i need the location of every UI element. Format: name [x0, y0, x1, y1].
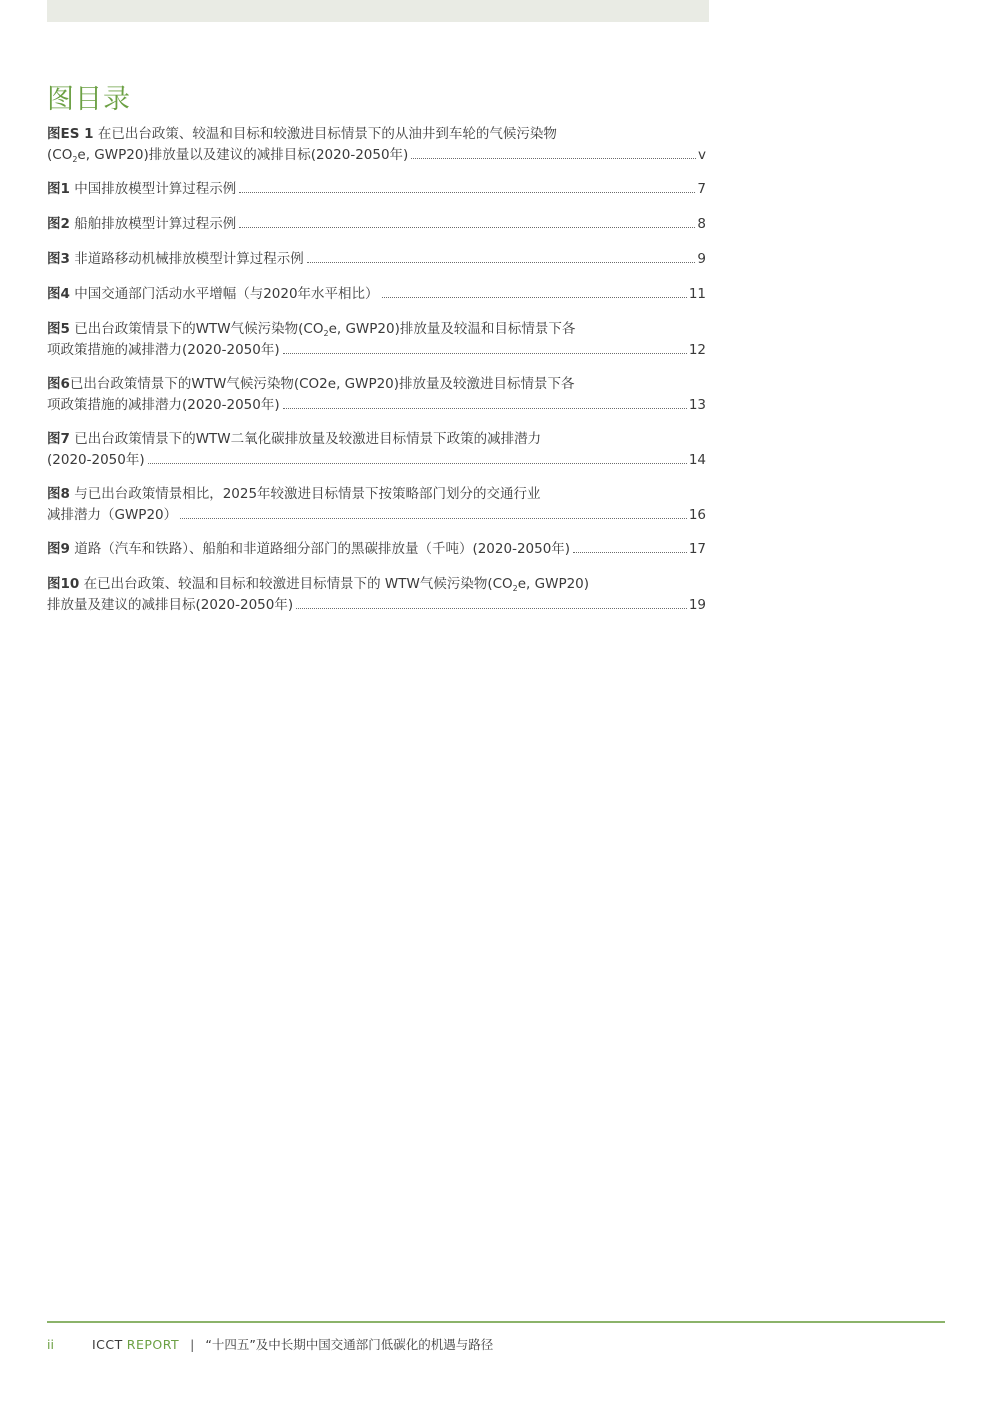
page-number: 16: [688, 507, 706, 523]
dot-leader: [283, 353, 687, 354]
entry-title: 非道路移动机械排放模型计算过程示例: [69, 251, 304, 267]
dot-leader: [382, 297, 687, 298]
dot-leader: [296, 608, 687, 609]
entry-title: 已出台政策情景下的WTW气候污染物(CO2e, GWP20)排放量及较激进目标情景下各: [69, 376, 575, 392]
header-band: [47, 0, 709, 22]
figure-label: 图6: [47, 376, 70, 392]
figure-label: 图1: [47, 181, 70, 197]
page-number: 8: [697, 216, 706, 232]
entry-title: 项政策措施的减排潜力(2020-2050年): [47, 342, 280, 358]
footer-report-title: “十四五”及中长期中国交通部门低碳化的机遇与路径: [205, 1337, 494, 1352]
page-number: 11: [688, 286, 706, 302]
entry-title: e, GWP20): [517, 576, 590, 592]
footer-org: ICCT: [92, 1337, 123, 1352]
page-number: 19: [688, 597, 706, 613]
entry-title: 道路（汽车和铁路）、船舶和非道路细分部门的黑碳排放量（千吨）(2020-2050年): [69, 541, 571, 557]
toc-entry-fig7[interactable]: [47, 429, 706, 471]
page-number: 13: [688, 397, 706, 413]
footer-rule: [47, 1321, 945, 1323]
figure-label: 图8: [47, 486, 70, 502]
dot-leader: [239, 192, 695, 193]
dot-leader: [283, 408, 687, 409]
page-number: 14: [688, 452, 706, 468]
dot-leader: [307, 262, 696, 263]
page-number: v: [698, 147, 706, 163]
figure-label: 图4: [47, 286, 70, 302]
toc-entry-es1[interactable]: [47, 124, 706, 166]
dot-leader: [411, 158, 696, 159]
dot-leader: [573, 552, 687, 553]
footer-report-label: REPORT: [126, 1337, 180, 1352]
entry-title: 与已出台政策情景相比，2025年较激进目标情景下按策略部门划分的交通行业: [69, 486, 541, 502]
entry-title: e, GWP20)排放量以及建议的减排目标(2020-2050年): [77, 147, 409, 163]
dot-leader: [239, 227, 695, 228]
toc-entry-fig3[interactable]: [47, 249, 706, 270]
footer-separator: |: [190, 1337, 195, 1352]
entry-title: 在已出台政策、较温和目标和较激进目标情景下的从油井到车轮的气候污染物: [93, 126, 557, 142]
dot-leader: [180, 518, 687, 519]
figure-label: 图2: [47, 216, 70, 232]
footer-page-number: ii: [47, 1337, 54, 1352]
toc-entry-fig8[interactable]: [47, 484, 706, 526]
entry-title: 排放量及建议的减排目标(2020-2050年): [47, 597, 294, 613]
page-number: 12: [688, 342, 706, 358]
entry-title: 已出台政策情景下的WTW二氧化碳排放量及较激进目标情景下政策的减排潜力: [69, 431, 542, 447]
page-number: 9: [697, 251, 706, 267]
entry-title: 减排潜力（GWP20）: [47, 507, 178, 523]
entry-title: (2020-2050年): [47, 452, 145, 468]
figure-label: 图5: [47, 321, 70, 337]
figure-label: 图10: [47, 576, 80, 592]
figure-list: [47, 124, 706, 616]
toc-entry-fig4[interactable]: [47, 284, 706, 305]
toc-entry-fig2[interactable]: [47, 214, 706, 235]
entry-title: 船舶排放模型计算过程示例: [69, 216, 237, 232]
entry-title: 中国排放模型计算过程示例: [69, 181, 237, 197]
figure-label: 图9: [47, 541, 70, 557]
toc-entry-fig5[interactable]: 图5 已出台政策情景下的WTW气候污染物($CO_2e$, GWP20)排放量及较温和目标情景下各 项政策措施的减排潜力(2020-2050年) 12: [47, 319, 706, 361]
toc-entry-fig1[interactable]: [47, 179, 706, 200]
figure-label: 图3: [47, 251, 70, 267]
figure-label: 图ES 1: [47, 126, 94, 142]
page-footer: [47, 1336, 493, 1354]
figure-label: 图7: [47, 431, 70, 447]
toc-entry-line: [47, 124, 706, 145]
toc-entry-fig6[interactable]: [47, 374, 706, 416]
dot-leader: [148, 463, 687, 464]
page-number: 17: [688, 541, 706, 557]
page-number: 7: [697, 181, 706, 197]
toc-entry-line: ($CO_2e$, GWP20)排放量以及建议的减排目标(2020-2050年) v: [47, 147, 706, 164]
toc-entry-fig9[interactable]: [47, 539, 706, 560]
page-title: 图目录: [47, 84, 131, 115]
entry-title: 项政策措施的减排潜力(2020-2050年): [47, 397, 280, 413]
toc-entry-fig10[interactable]: 图10 在已出台政策、较温和目标和较激进目标情景下的 WTW气候污染物($CO_2e$, GWP20) 排放量及建议的减排目标(2020-2050年) 19: [47, 574, 706, 616]
entry-title: 中国交通部门活动水平增幅（与2020年水平相比）: [69, 286, 379, 302]
entry-title: e, GWP20)排放量及较温和目标情景下各: [328, 321, 576, 337]
